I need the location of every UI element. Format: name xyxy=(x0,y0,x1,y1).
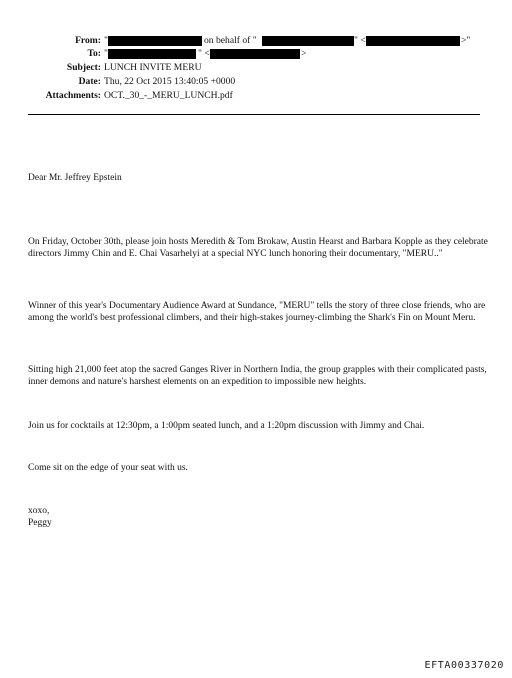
subject-row xyxy=(0,62,512,74)
signature: Peggy xyxy=(28,518,52,528)
to-close: > xyxy=(301,48,307,59)
body-paragraph-2: Winner of this year's Documentary Audience Award at Sundance, "MERU" tells the story of three close friends, who are among the world's best professional climbers, and their high-stakes journey-climbing the Shark's Fin on Mount Meru. xyxy=(28,301,486,324)
body-paragraph-3: Sitting high 21,000 feet atop the sacred Ganges River in Northern India, the group grapples with their complicated pasts, inner demons and nature's harshest elements on an expedition to impossible new heights. xyxy=(28,365,487,388)
header-divider xyxy=(28,114,480,115)
date-label: Date: xyxy=(78,76,101,87)
body-paragraph-5: Come sit on the edge of your seat with us. xyxy=(28,463,188,473)
attachments-label: Attachments: xyxy=(45,90,101,101)
attachment-link[interactable]: OCT._30_-_MERU_LUNCH.pdf xyxy=(104,90,233,101)
redaction-box xyxy=(108,49,196,59)
salutation: Dear Mr. Jeffrey Epstein xyxy=(28,173,122,183)
from-close: >" xyxy=(461,35,471,46)
date-value: Thu, 22 Oct 2015 13:40:05 +0000 xyxy=(104,76,236,87)
redaction-box xyxy=(210,49,300,59)
redaction-box xyxy=(366,36,460,46)
attachments-row xyxy=(0,90,512,102)
to-label: To: xyxy=(87,48,101,59)
from-separator: " < xyxy=(354,35,366,46)
from-label: From: xyxy=(75,35,101,46)
from-on-behalf: on behalf of " xyxy=(204,35,257,46)
to-separator: " < xyxy=(198,48,210,59)
to-row xyxy=(0,48,512,60)
body-paragraph-4: Join us for cocktails at 12:30pm, a 1:00pm seated lunch, and a 1:20pm discussion with Jimmy and Chai. xyxy=(28,421,425,431)
date-row xyxy=(0,76,512,88)
subject-label: Subject: xyxy=(66,62,101,73)
from-row xyxy=(0,35,512,47)
subject-value: LUNCH INVITE MERU xyxy=(104,62,202,73)
from-open-quote: " xyxy=(104,35,108,46)
redaction-box xyxy=(262,36,354,46)
to-open-quote: " xyxy=(104,48,108,59)
body-paragraph-1: On Friday, October 30th, please join hosts Meredith & Tom Brokaw, Austin Hearst and Barbara Kopple as they celebrate directors Jimmy Chin and E. Chai Vasarhelyi at a special NYC lunch honoring their documentary, "MERU.." xyxy=(28,237,488,260)
document-id: EFTA00337020 xyxy=(424,660,504,671)
redaction-box xyxy=(108,36,202,46)
signoff: xoxo, xyxy=(28,506,50,516)
